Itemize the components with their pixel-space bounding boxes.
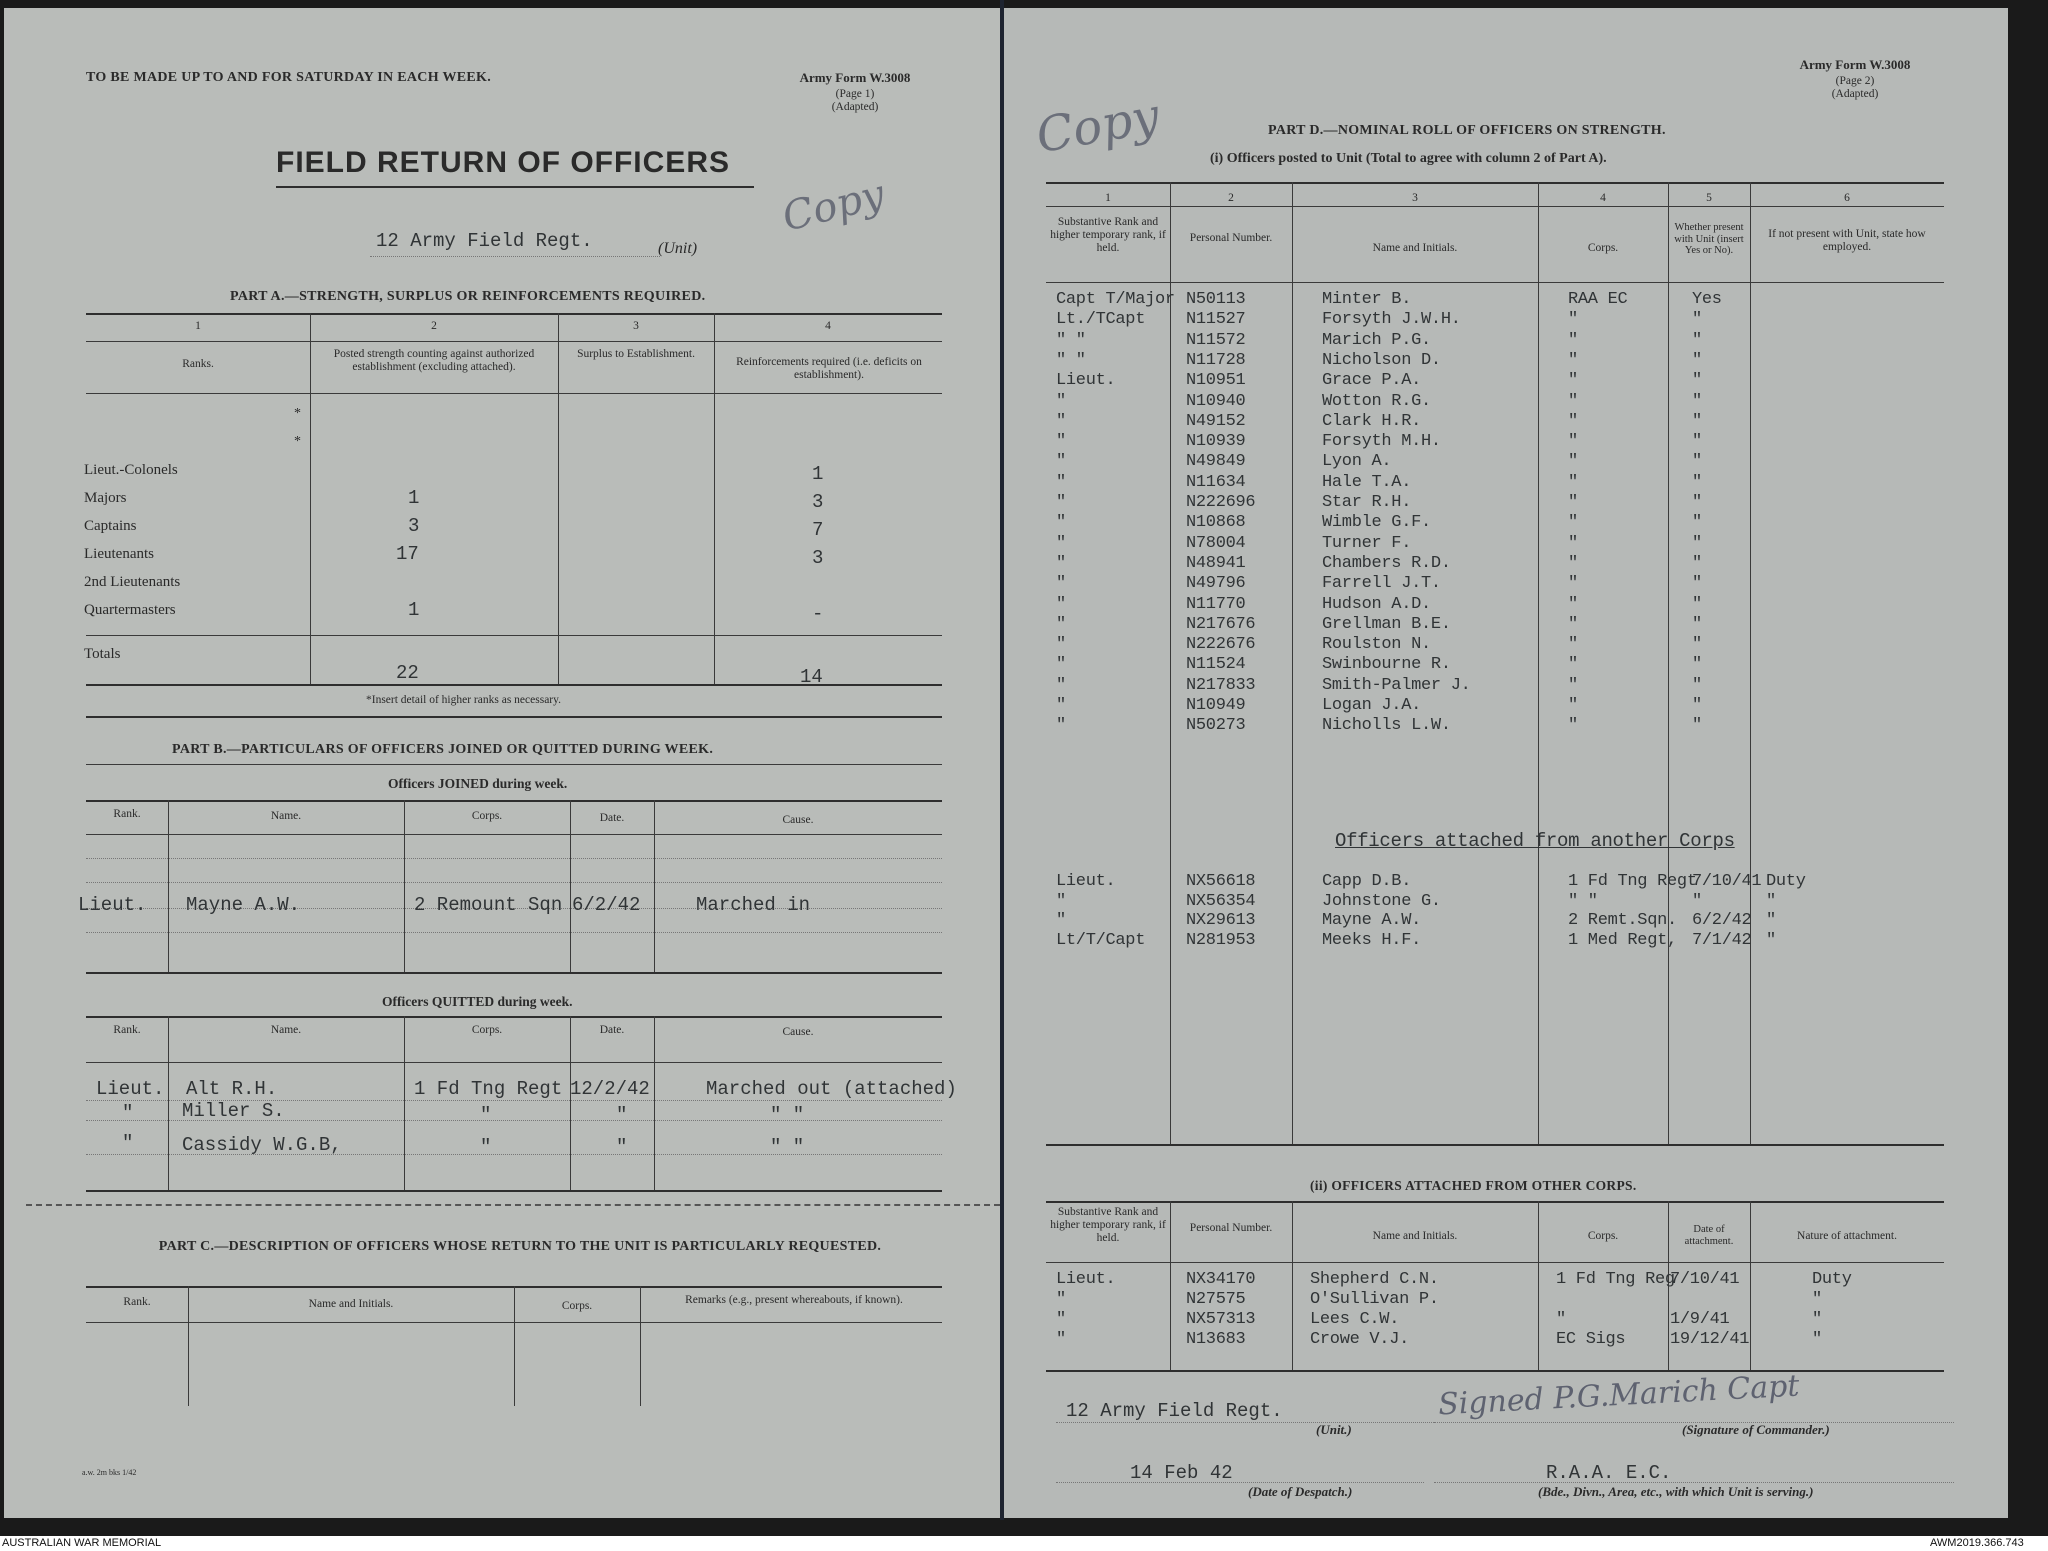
ii-row-nature: " [1812, 1310, 1822, 1329]
roll-row-num: N11527 [1186, 310, 1246, 330]
roll-row-present: " [1692, 614, 1702, 634]
quitted-rank: " [122, 1132, 134, 1154]
quitted-name: Miller S. [182, 1100, 285, 1122]
roll-colnum-2: 2 [1228, 192, 1234, 204]
roll-row-corps: " [1568, 310, 1578, 330]
part-d-heading: PART D.—NOMINAL ROLL OF OFFICERS ON STRENGTH. [1268, 123, 1666, 138]
roll-row-present: " [1692, 330, 1702, 350]
form-adapted: (Adapted) [1831, 88, 1879, 100]
roll-row-num: N10939 [1186, 432, 1246, 452]
roll-row-name: Minter B. [1322, 290, 1412, 309]
roll-row-name: Hale T.A. [1322, 472, 1412, 492]
roll-row-name: Grace P.A. [1322, 371, 1422, 391]
roll-row-name: Roulston N. [1322, 635, 1431, 655]
quitted-cause: " " [770, 1104, 805, 1126]
roll-row-corps: " [1568, 432, 1578, 452]
quitted-cause: " " [770, 1136, 805, 1158]
roll-colnum-6: 6 [1844, 192, 1850, 204]
roll-row-num: N11728 [1186, 350, 1246, 370]
part-a-head-reinf: Reinforcements required (i.e. deficits on establishment). [736, 356, 922, 381]
total-reinf: 14 [800, 666, 823, 688]
form-number: Army Form W.3008 [799, 70, 911, 85]
part-a-head-ranks: Ranks. [182, 358, 214, 370]
quitted-col-date: Date. [599, 1024, 625, 1036]
quitted-corps: " [480, 1104, 492, 1126]
roll-row-rank: " [1056, 594, 1066, 614]
roll-row-num: N217676 [1186, 614, 1256, 634]
roll-row-rank: " [1056, 696, 1066, 715]
quitted-cause: Marched out (attached) [706, 1078, 957, 1100]
roll-row-corps: " [1568, 391, 1578, 411]
quitted-corps: " [480, 1136, 492, 1158]
joined-col-date: Date. [599, 812, 625, 824]
roll-row-name: Grellman B.E. [1322, 614, 1451, 634]
roll-row-name: Marich P.G. [1322, 330, 1431, 350]
ii-row-nature: " [1812, 1290, 1822, 1309]
ii-row-nature: " [1812, 1330, 1822, 1349]
ii-row-num: N27575 [1186, 1290, 1246, 1309]
attached-row-present: 7/10/41 [1692, 872, 1762, 891]
joined-name: Mayne A.W. [186, 894, 301, 916]
quitted-col-corps: Corps. [471, 1024, 503, 1036]
footer-unit: 12 Army Field Regt. [1066, 1400, 1283, 1422]
joined-cause: Marched in [696, 894, 811, 916]
reinf-captains: 7 [812, 519, 824, 541]
rank-label: Majors [84, 490, 127, 506]
total-posted: 22 [396, 662, 419, 684]
joined-col-name: Name. [270, 810, 302, 822]
roll-row-corps: " [1568, 716, 1578, 736]
attached-row-name: Mayne A.W. [1322, 911, 1422, 930]
roll-row-present: " [1692, 391, 1702, 411]
quitted-corps: 1 Fd Tng Regt [414, 1078, 563, 1100]
roll-row-name: Star R.H. [1322, 493, 1412, 512]
roll-row-rank: " " [1056, 350, 1086, 370]
roll-row-rank: " [1056, 452, 1066, 472]
attached-inline-heading: Officers attached from another Corps [1335, 830, 1735, 852]
roll-row-num: N10949 [1186, 696, 1246, 715]
roll-row-name: Nicholls L.W. [1322, 716, 1451, 736]
roll-row-present: " [1692, 553, 1702, 573]
roll-row-present: " [1692, 635, 1702, 655]
roll-row-corps: " [1568, 513, 1578, 533]
roll-row-num: N10868 [1186, 513, 1246, 533]
roll-row-name: Lyon A. [1322, 452, 1392, 472]
copy-annotation: Copy [777, 171, 889, 241]
part-c-heading: PART C.—DESCRIPTION OF OFFICERS WHOSE RETURN TO THE UNIT IS PARTICULARLY REQUESTED. [158, 1239, 882, 1254]
roll-row-present: " [1692, 655, 1702, 675]
roll-row-present: " [1692, 513, 1702, 533]
ii-row-corps: EC Sigs [1556, 1330, 1626, 1349]
roll-row-present: " [1692, 493, 1702, 512]
roll-row-num: N11524 [1186, 655, 1246, 675]
roll-row-num: N11634 [1186, 472, 1246, 492]
ii-row-rank: " [1056, 1310, 1066, 1329]
roll-row-rank: " [1056, 614, 1066, 634]
roll-row-corps: " [1568, 655, 1578, 675]
rank-label: Captains [84, 518, 137, 534]
posted-captains: 3 [408, 515, 420, 537]
roll-row-num: N78004 [1186, 533, 1246, 553]
roll-row-present: " [1692, 472, 1702, 492]
ii-row-corps: 1 Fd Tng Reg [1556, 1270, 1675, 1289]
roll-row-rank: " " [1056, 330, 1086, 350]
roll-row-name: Farrell J.T. [1322, 574, 1441, 594]
roll-head-present: Whether present with Unit (insert Yes or No). [1674, 222, 1744, 256]
part-c-col-rank: Rank. [123, 1296, 151, 1308]
ii-row-date: 19/12/41 [1670, 1330, 1750, 1349]
ii-row-corps: " [1556, 1310, 1566, 1329]
rank-label: Lieutenants [84, 546, 154, 562]
posted-majors: 1 [408, 487, 420, 509]
footer-institution: AUSTRALIAN WAR MEMORIAL [2, 1537, 162, 1549]
formation-value: R.A.A. E.C. [1546, 1462, 1672, 1484]
roll-row-num: N48941 [1186, 553, 1246, 573]
form-number: Army Form W.3008 [1799, 57, 1911, 72]
attached-row-num: NX56354 [1186, 891, 1256, 911]
reinf-lieutenants: 3 [812, 547, 824, 569]
roll-row-corps: RAA EC [1568, 290, 1628, 309]
roll-row-name: Clark H.R. [1322, 411, 1422, 431]
roll-row-present: Yes [1692, 290, 1722, 309]
roll-row-present: " [1692, 411, 1702, 431]
quitted-col-name: Name. [270, 1024, 302, 1036]
roll-row-num: N50273 [1186, 716, 1246, 736]
roll-row-name: Smith-Palmer J. [1322, 675, 1471, 695]
copy-annotation: Copy [1032, 87, 1164, 165]
roll-row-corps: " [1568, 675, 1578, 695]
roll-row-name: Logan J.A. [1322, 696, 1422, 715]
roll-head-employed: If not present with Unit, state how employed. [1768, 228, 1926, 253]
joined-col-rank: Rank. [113, 808, 141, 820]
roll-head-rank: Substantive Rank and higher temporary rank, if held. [1050, 216, 1166, 254]
roll-row-corps: " [1568, 411, 1578, 431]
commander-signature: Signed P.G.Marich Capt [1437, 1368, 1801, 1423]
roll-row-corps: " [1568, 493, 1578, 512]
form-page: (Page 1) [835, 88, 875, 100]
joined-heading: Officers JOINED during week. [388, 776, 568, 791]
ii-head-number: Personal Number. [1189, 1222, 1273, 1234]
roll-row-name: Wimble G.F. [1322, 513, 1431, 533]
roll-row-rank: " [1056, 716, 1066, 736]
roll-row-corps: " [1568, 635, 1578, 655]
part-c-col-name: Name and Initials. [308, 1298, 394, 1310]
ii-row-rank: Lieut. [1056, 1270, 1116, 1289]
footer-unit-caption: (Unit.) [1316, 1422, 1352, 1437]
unit-value: 12 Army Field Regt. [376, 230, 593, 252]
roll-colnum-5: 5 [1706, 192, 1712, 204]
part-a-head-posted: Posted strength counting against authorized establishment (excluding attached). [333, 348, 535, 373]
quitted-col-rank: Rank. [113, 1024, 141, 1036]
despatch-date: 14 Feb 42 [1130, 1462, 1233, 1484]
roll-row-rank: Capt T/Major [1056, 290, 1175, 309]
attached-row-rank: Lt/T/Capt [1056, 930, 1146, 950]
ii-row-name: Lees C.W. [1310, 1310, 1400, 1329]
roll-row-present: " [1692, 574, 1702, 594]
attached-row-employ: Duty [1766, 872, 1806, 891]
roll-row-corps: " [1568, 371, 1578, 391]
attached-row-rank: " [1056, 891, 1066, 911]
roll-row-num: N222696 [1186, 493, 1256, 512]
roll-row-num: N217833 [1186, 675, 1256, 695]
attached-row-name: Meeks H.F. [1322, 930, 1422, 950]
roll-colnum-1: 1 [1105, 192, 1111, 204]
ii-head-name: Name and Initials. [1372, 1230, 1458, 1242]
attached-row-rank: " [1056, 911, 1066, 930]
roll-row-corps: " [1568, 350, 1578, 370]
attached-row-present: " [1692, 891, 1702, 911]
roll-row-rank: " [1056, 574, 1066, 594]
roll-row-present: " [1692, 371, 1702, 391]
quitted-col-cause: Cause. [782, 1026, 814, 1038]
quitted-date: " [616, 1104, 628, 1126]
roll-row-name: Turner F. [1322, 533, 1412, 553]
ii-head-date: Date of attachment. [1684, 1224, 1734, 1247]
reinf-majors: 3 [812, 491, 824, 513]
ii-row-name: Shepherd C.N. [1310, 1270, 1439, 1289]
part-d-sub-i: (i) Officers posted to Unit (Total to agree with column 2 of Part A). [1210, 151, 1607, 166]
roll-row-rank: " [1056, 493, 1066, 512]
attached-row-employ: " [1766, 930, 1776, 950]
roll-colnum-3: 3 [1412, 192, 1418, 204]
rank-label: Quartermasters [84, 602, 176, 618]
attached-row-num: NX29613 [1186, 911, 1256, 930]
part-a-footnote: *Insert detail of higher ranks as necessary. [366, 694, 562, 706]
part-c-col-corps: Corps. [561, 1300, 593, 1312]
reinf-ltcol: 1 [812, 463, 824, 485]
attached-row-corps: 1 Fd Tng Regt [1568, 872, 1697, 891]
roll-row-corps: " [1568, 696, 1578, 715]
roll-row-rank: " [1056, 635, 1066, 655]
ii-head-rank: Substantive Rank and higher temporary rank, if held. [1050, 1206, 1166, 1244]
part-b-heading: PART B.—PARTICULARS OF OFFICERS JOINED OR QUITTED DURING WEEK. [172, 742, 714, 757]
roll-row-name: Swinbourne R. [1322, 655, 1451, 675]
roll-row-corps: " [1568, 574, 1578, 594]
footer-accession: AWM2019.366.743 [1930, 1537, 2024, 1549]
quitted-name: Cassidy W.G.B, [182, 1134, 342, 1156]
quitted-heading: Officers QUITTED during week. [382, 994, 573, 1009]
roll-row-present: " [1692, 350, 1702, 370]
part-c-col-remarks: Remarks (e.g., present whereabouts, if known). [685, 1294, 903, 1306]
part-a-colnum-4: 4 [825, 320, 831, 332]
roll-head-corps: Corps. [1587, 242, 1619, 254]
roll-row-num: N10940 [1186, 391, 1246, 411]
roll-row-corps: " [1568, 472, 1578, 492]
attached-row-present: 6/2/42 [1692, 911, 1752, 930]
roll-row-present: " [1692, 432, 1702, 452]
part-a-colnum-2: 2 [431, 320, 437, 332]
roll-row-name: Hudson A.D. [1322, 594, 1431, 614]
roll-row-name: Forsyth J.W.H. [1322, 310, 1461, 330]
attached-row-employ: " [1766, 911, 1776, 930]
ii-row-rank: " [1056, 1330, 1066, 1349]
reinf-qm: - [812, 603, 824, 625]
roll-row-num: N49849 [1186, 452, 1246, 472]
roll-row-num: N11572 [1186, 330, 1246, 350]
attached-row-name: Capp D.B. [1322, 872, 1412, 891]
roll-row-present: " [1692, 696, 1702, 715]
roll-row-corps: " [1568, 614, 1578, 634]
roll-head-number: Personal Number. [1189, 232, 1273, 244]
ii-row-name: Crowe V.J. [1310, 1330, 1410, 1349]
roll-row-rank: " [1056, 513, 1066, 533]
roll-row-present: " [1692, 533, 1702, 553]
joined-col-cause: Cause. [782, 814, 814, 826]
unit-caption: (Unit) [658, 240, 698, 257]
signature-caption: (Signature of Commander.) [1682, 1422, 1830, 1437]
footer-bar [0, 1536, 2048, 1551]
print-code: a.w. 2m bks 1/42 [82, 1468, 137, 1477]
roll-row-name: Chambers R.D. [1322, 553, 1451, 573]
ii-head-corps: Corps. [1587, 1230, 1619, 1242]
attached-row-present: 7/1/42 [1692, 930, 1752, 950]
roll-row-num: N10951 [1186, 371, 1246, 391]
roll-row-corps: " [1568, 452, 1578, 472]
roll-row-rank: " [1056, 533, 1066, 553]
sub-ii-heading: (ii) OFFICERS ATTACHED FROM OTHER CORPS. [1310, 1178, 1637, 1193]
ii-row-date: 1/9/41 [1670, 1310, 1730, 1329]
roll-row-present: " [1692, 452, 1702, 472]
ii-row-num: NX34170 [1186, 1270, 1256, 1289]
star-mark: * [294, 434, 301, 449]
form-page: (Page 2) [1835, 75, 1875, 87]
roll-row-rank: " [1056, 411, 1066, 431]
quitted-rank: Lieut. [96, 1078, 165, 1100]
roll-row-present: " [1692, 675, 1702, 695]
quitted-date: " [616, 1136, 628, 1158]
roll-row-name: Nicholson D. [1322, 350, 1441, 370]
posted-qm: 1 [408, 599, 420, 621]
roll-row-corps: " [1568, 594, 1578, 614]
roll-row-num: N50113 [1186, 290, 1246, 309]
rank-label: Lieut.-Colonels [84, 462, 178, 478]
attached-row-name: Johnstone G. [1322, 891, 1441, 911]
attached-row-num: NX56618 [1186, 872, 1256, 891]
roll-row-present: " [1692, 716, 1702, 736]
roll-row-rank: Lieut. [1056, 371, 1116, 391]
roll-row-rank: " [1056, 675, 1066, 695]
roll-row-name: Forsyth M.H. [1322, 432, 1441, 452]
roll-row-rank: " [1056, 472, 1066, 492]
attached-row-num: N281953 [1186, 930, 1256, 950]
roll-row-rank: Lt./TCapt [1056, 310, 1146, 330]
ii-row-rank: " [1056, 1290, 1066, 1309]
roll-row-rank: " [1056, 391, 1066, 411]
form-adapted: (Adapted) [831, 101, 879, 113]
quitted-date: 12/2/42 [570, 1078, 650, 1100]
roll-row-rank: " [1056, 553, 1066, 573]
joined-corps: 2 Remount Sqn [414, 894, 563, 916]
ii-row-nature: Duty [1812, 1270, 1852, 1289]
roll-row-num: N11770 [1186, 594, 1246, 614]
attached-row-rank: Lieut. [1056, 872, 1116, 891]
part-a-colnum-3: 3 [633, 320, 639, 332]
ii-row-num: NX57313 [1186, 1310, 1256, 1329]
ii-row-num: N13683 [1186, 1330, 1246, 1349]
totals-label: Totals [84, 646, 121, 662]
roll-row-rank: " [1056, 655, 1066, 675]
roll-row-corps: " [1568, 330, 1578, 350]
attached-row-corps: 2 Remt.Sqn. [1568, 911, 1677, 930]
joined-col-corps: Corps. [471, 810, 503, 822]
attached-row-employ: " [1766, 891, 1776, 911]
roll-row-num: N49796 [1186, 574, 1246, 594]
roll-row-corps: " [1568, 533, 1578, 553]
joined-rank: Lieut. [78, 894, 147, 916]
part-a-head-surplus: Surplus to Establishment. [577, 348, 695, 360]
star-mark: * [294, 406, 301, 421]
posted-lieutenants: 17 [396, 543, 419, 565]
despatch-caption: (Date of Despatch.) [1248, 1484, 1353, 1499]
ii-row-name: O'Sullivan P. [1310, 1290, 1439, 1309]
quitted-rank: " [122, 1102, 134, 1124]
attached-row-corps: " " [1568, 891, 1598, 911]
form-page-1 [4, 8, 1000, 1518]
roll-row-num: N49152 [1186, 411, 1246, 431]
roll-row-rank: " [1056, 432, 1066, 452]
roll-row-corps: " [1568, 553, 1578, 573]
roll-head-name: Name and Initials. [1372, 242, 1458, 254]
form-page-2 [1004, 8, 2008, 1518]
roll-colnum-4: 4 [1600, 192, 1606, 204]
formation-caption: (Bde., Divn., Area, etc., with which Unit is serving.) [1538, 1484, 1814, 1499]
top-note: TO BE MADE UP TO AND FOR SATURDAY IN EACH WEEK. [86, 70, 492, 85]
form-title: FIELD RETURN OF OFFICERS [276, 146, 730, 179]
part-a-heading: PART A.—STRENGTH, SURPLUS OR REINFORCEMENTS REQUIRED. [230, 289, 706, 304]
part-a-colnum-1: 1 [195, 320, 201, 332]
ii-row-date: 7/10/41 [1670, 1270, 1740, 1289]
rank-label: 2nd Lieutenants [84, 574, 181, 590]
roll-row-present: " [1692, 594, 1702, 614]
roll-row-name: Wotton R.G. [1322, 391, 1431, 411]
quitted-name: Alt R.H. [186, 1078, 278, 1100]
attached-row-corps: 1 Med Regt, [1568, 930, 1677, 950]
roll-row-present: " [1692, 310, 1702, 330]
ii-head-nature: Nature of attachment. [1797, 1230, 1897, 1242]
roll-row-num: N222676 [1186, 635, 1256, 655]
joined-date: 6/2/42 [572, 894, 641, 916]
